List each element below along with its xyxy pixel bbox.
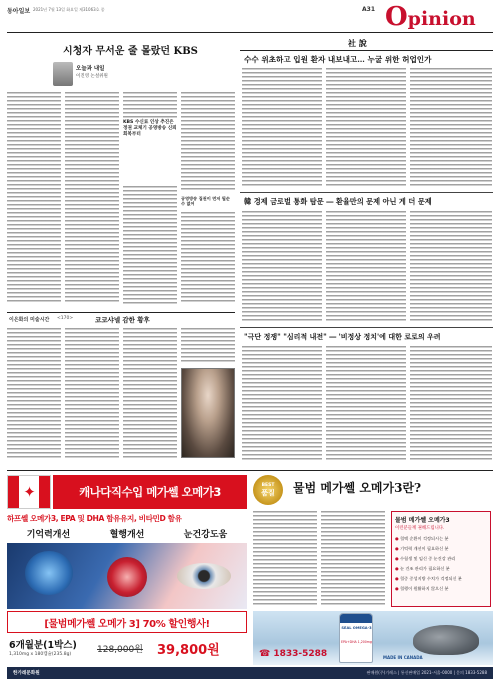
art-painting: [181, 368, 235, 458]
ad-package: 6개월분(1박스): [9, 640, 77, 651]
page-number: A31: [362, 6, 375, 13]
column-left-headline: 시청자 무서운 줄 몰랐던 KBS: [63, 46, 198, 57]
author-photo: [53, 62, 73, 86]
check-icon: ●: [395, 586, 400, 591]
advertisement: [7, 470, 493, 687]
editorial-headline-1: 수수 위초하고 입원 환자 내보내고… 누굴 위한 허업인가: [244, 55, 432, 64]
ad-description-1: [253, 511, 317, 607]
art-column-rule: [7, 312, 235, 313]
ad-footer-left: 한가레문화원: [13, 671, 40, 676]
editorial-1-col-1: [242, 68, 322, 188]
pull-quote-text: KBS 수신료 인상 추진은 정권 교체기 공영방송 신뢰 회복부터: [123, 120, 177, 137]
product-label: SEAL OMEGA-3: [341, 626, 372, 630]
editorial-tag-rule: [240, 50, 493, 51]
sidebar-item: ● 혈중 중성지방 수치가 걱정되신 분: [395, 576, 462, 581]
ad-footer-right: 판매원(주)기레스 | 통신판매업 2021-서울-0000 | 문의 1833-5288: [366, 670, 487, 675]
phone-icon: ☎: [259, 649, 274, 659]
badge-top: BEST: [261, 482, 275, 488]
editorial-1-col-3: [410, 68, 492, 188]
eye-icon: [177, 563, 231, 589]
art-series: 이은화의 미술시간: [9, 317, 50, 323]
editorial-2-col-1: [242, 211, 322, 323]
ad-banner-title: 캐나다직수입 메가쎌 오메가3: [79, 485, 221, 499]
art-column: [7, 312, 235, 462]
check-icon: ●: [395, 576, 400, 581]
column-author: 이진영 논설위원: [76, 74, 108, 79]
sidebar-item: ● 눈 건조 관리가 필요하신 분: [395, 566, 450, 571]
art-body-3: [123, 328, 177, 458]
ad-benefits: [7, 527, 247, 541]
date-line: 2021년 7월 13일 화요일 제31063호 종: [33, 7, 105, 12]
check-icon: ●: [395, 536, 400, 541]
editorial-tag: 社 說: [348, 38, 367, 48]
ad-package-detail: 1,310mg x 180캡슐(235.8g): [9, 652, 72, 657]
column-body-6: [181, 212, 235, 304]
art-title: 코코샤넬 감한 황후: [95, 316, 150, 324]
column-sub-quote: 공영방송 집권이 먼저 될순 수 없어: [181, 196, 230, 207]
editorial-divider-1: [240, 192, 493, 193]
ad-new-price: 39,800원: [157, 643, 220, 658]
benefit-blood: 혈행개선: [109, 530, 145, 540]
column-body-1: [7, 92, 61, 304]
sidebar-item: ● 수험생 및 임신 중 눈건강 관리: [395, 556, 456, 561]
check-icon: ●: [395, 556, 400, 561]
maple-leaf-icon: ✦: [23, 483, 36, 501]
editorial-headline-3: "극단 정쟁" "심리적 내전" ― '비정상 정치'에 대한 로로의 우려: [244, 332, 441, 341]
seal-image: [413, 625, 479, 655]
editorial-2-col-3: [410, 211, 492, 323]
opinion-o-icon: O: [385, 2, 408, 32]
art-body-2: [65, 328, 119, 458]
ad-banner: [53, 475, 247, 509]
blood-cell-icon: [107, 557, 147, 597]
sidebar-title: 물범 메가쎌 오메가3: [395, 517, 450, 524]
ad-sale-bar: [7, 611, 247, 633]
ad-price-row: [7, 636, 247, 664]
column-pull-quote: [123, 120, 177, 180]
ad-sub-headline: 하프쎌 오메가3, EPA 및 DHA 함유유지, 비타민D 함유: [7, 514, 182, 523]
masthead: [7, 4, 493, 34]
product-bottle: [339, 613, 373, 663]
ad-old-price: 128,000원: [97, 645, 143, 655]
benefit-eye: 눈건강도움: [183, 530, 228, 540]
product-sub: EPA+DHA 1,200mg: [341, 640, 372, 644]
editorial-2-col-2: [326, 211, 406, 323]
ad-quality-badge: [253, 475, 283, 505]
phone-label: ☎ 1833-5288: [259, 649, 328, 659]
paper-name: 동아일보: [7, 8, 31, 15]
art-number: <170>: [57, 316, 74, 321]
sidebar-item: ● 혈액 순환이 걱정되시는 분: [395, 536, 449, 541]
ad-hero-image: [7, 543, 247, 609]
sidebar-item: ● 기억력 개선이 필요하신 분: [395, 546, 449, 551]
ad-sale-text: [물범메가쎌 오메가 3] 70% 할인행사!: [44, 618, 210, 630]
check-icon: ●: [395, 566, 400, 571]
editorial-3-col-2: [326, 346, 406, 462]
ad-description-2: [321, 511, 385, 607]
art-body-1: [7, 328, 61, 458]
made-in-label: MADE IN CANADA: [383, 655, 423, 660]
editorial-divider-2: [240, 327, 493, 328]
editorial-3-col-3: [410, 346, 492, 462]
opinion-logo: [385, 4, 493, 30]
check-icon: ●: [395, 546, 400, 551]
column-body-4: [123, 186, 177, 304]
column-body-5: [181, 92, 235, 192]
column-body-2: [65, 92, 119, 304]
editorial-headline-2: 韓 경제 금로벌 통화 탐문 ― 환율만의 문제 아닌 게 더 문제: [244, 197, 432, 206]
ad-footer-bar: [7, 667, 493, 679]
ad-product-image: [253, 611, 493, 665]
sidebar-sub: 이런분들께 권해드립니다.: [395, 526, 445, 531]
ad-flag: [7, 475, 51, 509]
ad-question: 물범 메가쎌 오메가3란?: [293, 481, 422, 495]
column-left: [7, 36, 235, 308]
brain-icon: [25, 551, 73, 595]
badge-word: 품질: [261, 488, 275, 497]
editorial-3-col-1: [242, 346, 322, 462]
ad-sidebar: [391, 511, 491, 607]
column-body-3: [123, 92, 177, 118]
opinion-text: pinion: [407, 8, 476, 30]
column-series: 오늘과 내일: [76, 66, 105, 72]
benefit-memory: 기억력개선: [26, 530, 71, 540]
art-body-4: [181, 328, 235, 364]
editorial-1-col-2: [326, 68, 406, 188]
sidebar-item: ● 혈행이 원활하지 않으신 분: [395, 586, 449, 591]
masthead-rule: [7, 32, 493, 33]
